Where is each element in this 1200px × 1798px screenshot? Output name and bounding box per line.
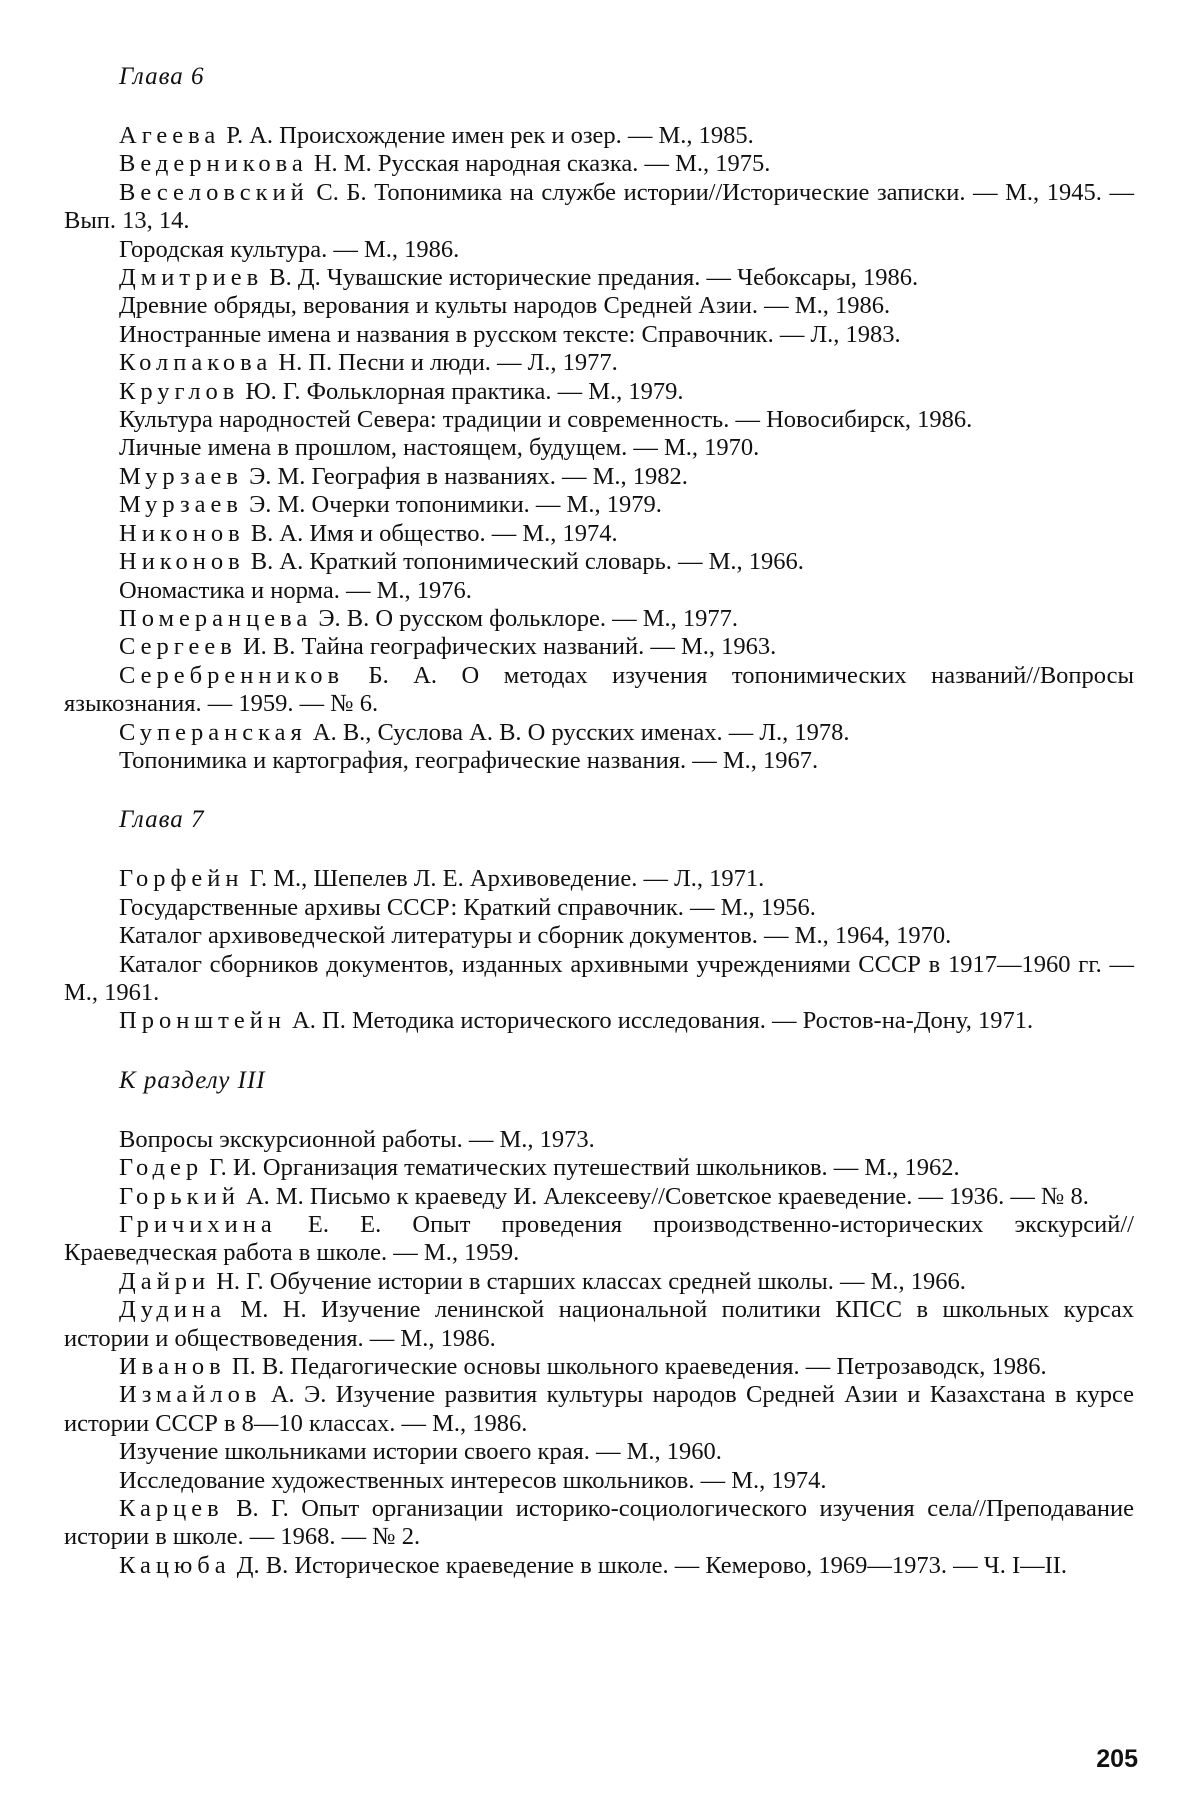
section-heading: К разделу III bbox=[119, 1066, 266, 1094]
entry-text: Н. Г. Обучение истории в старших классах средней школы. — М., 1966. bbox=[210, 1267, 966, 1295]
entry-text: Каталог архивоведческой литературы и сборник документов. — М., 1964, 1970. bbox=[119, 922, 952, 950]
entry-text: В. А. Краткий топонимический словарь. — М., 1966. bbox=[244, 548, 804, 576]
bibliography-entry bbox=[64, 1438, 1134, 1466]
entry-text: Б. А. О методах изучения топонимических названий//Вопросы языкознания. — 1959. — № 6. bbox=[64, 661, 1134, 718]
bibliography-entry bbox=[64, 321, 1134, 349]
bibliography-page bbox=[64, 60, 1134, 1608]
bibliography-section bbox=[64, 803, 1134, 1035]
entry-text: Ю. Г. Фольклорная практика. — М., 1979. bbox=[239, 377, 684, 405]
entry-text: А. П. Методика исторического исследования. — Ростов-на-Дону, 1971. bbox=[285, 1007, 1034, 1035]
bibliography-list bbox=[64, 122, 1134, 775]
entry-author: Померанцева bbox=[119, 604, 313, 632]
entry-author: Гричихина bbox=[119, 1211, 277, 1238]
entry-author: Иванов bbox=[119, 1353, 226, 1381]
bibliography-entry bbox=[64, 1552, 1134, 1580]
entry-text: Э. М. Очерки топонимики. — М., 1979. bbox=[242, 491, 662, 519]
bibliography-entry bbox=[64, 894, 1134, 922]
entry-author: Круглов bbox=[119, 377, 240, 405]
entry-text: Н. М. Русская народная сказка. — М., 1975. bbox=[307, 150, 771, 178]
bibliography-entry bbox=[64, 1268, 1134, 1296]
entry-author: Карцев bbox=[119, 1495, 224, 1523]
entry-author: Дудина bbox=[119, 1296, 226, 1324]
bibliography-entry bbox=[64, 1183, 1134, 1211]
entry-author: Пронштейн bbox=[119, 1007, 286, 1035]
entry-text: Личные имена в прошлом, настоящем, будущем. — М., 1970. bbox=[119, 434, 760, 462]
entry-text: Е. Е. Опыт проведения производственно-исторических экскурсий//Краеведческая работа в школе. — М., 1959. bbox=[64, 1211, 1134, 1267]
bibliography-entry bbox=[64, 264, 1134, 292]
entry-text: А. Э. Изучение развития культуры народов Средней Азии и Казахстана в курсе истории СССР в 8—10 классах. — М., 1986. bbox=[64, 1381, 1134, 1437]
bibliography-entry bbox=[64, 1007, 1134, 1035]
section-heading: Глава 7 bbox=[119, 806, 205, 834]
entry-text: Культура народностей Севера: традиции и современность. — Новосибирск, 1986. bbox=[119, 406, 973, 434]
entry-text: Каталог сборников документов, изданных архивными учреждениями СССР в 1917—1960 гг. — М., 1961. bbox=[64, 950, 1134, 1006]
entry-author: Мурзаев bbox=[119, 491, 243, 519]
entry-author: Колпакова bbox=[119, 349, 273, 377]
entry-author: Суперанская bbox=[119, 718, 307, 746]
bibliography-entry bbox=[64, 378, 1134, 406]
bibliography-entry bbox=[64, 1495, 1134, 1552]
entry-author: Кацюба bbox=[119, 1551, 231, 1579]
bibliography-entry bbox=[64, 662, 1134, 719]
section-heading: Глава 6 bbox=[119, 63, 205, 90]
entry-text: В. А. Имя и общество. — М., 1974. bbox=[244, 519, 618, 547]
bibliography-entry bbox=[64, 865, 1134, 893]
entry-text: Вопросы экскурсионной работы. — М., 1973. bbox=[119, 1125, 595, 1153]
entry-text: П. В. Педагогические основы школьного краеведения. — Петрозаводск, 1986. bbox=[225, 1353, 1047, 1381]
entry-author: Ведерникова bbox=[119, 150, 308, 178]
bibliography-section bbox=[64, 60, 1134, 775]
bibliography-entry bbox=[64, 577, 1134, 605]
bibliography-entry bbox=[64, 1154, 1134, 1182]
bibliography-entry bbox=[64, 548, 1134, 576]
entry-author: Никонов bbox=[119, 519, 245, 547]
bibliography-entry bbox=[64, 520, 1134, 548]
entry-text: Топонимика и картография, географические названия. — М., 1967. bbox=[119, 746, 819, 774]
entry-text: Э. В. О русском фольклоре. — М., 1977. bbox=[312, 604, 739, 632]
entry-text: М. Н. Изучение ленинской национальной политики КПСС в школьных курсах истории и обществоведения. — М., 1986. bbox=[64, 1296, 1134, 1352]
bibliography-entry bbox=[64, 150, 1134, 178]
entry-text: Г. И. Организация тематических путешествий школьников. — М., 1962. bbox=[203, 1154, 960, 1182]
entry-text: Исследование художественных интересов школьников. — М., 1974. bbox=[119, 1466, 827, 1494]
entry-text: Д. В. Историческое краеведение в школе. — Кемерово, 1969—1973. — Ч. I—II. bbox=[230, 1551, 1068, 1579]
entry-author: Сергеев bbox=[119, 633, 237, 661]
entry-author: Мурзаев bbox=[119, 462, 243, 490]
bibliography-entry bbox=[64, 747, 1134, 775]
entry-text: Иностранные имена и названия в русском тексте: Справочник. — Л., 1983. bbox=[119, 320, 901, 348]
bibliography-entry bbox=[64, 1211, 1134, 1268]
bibliography-entry bbox=[64, 922, 1134, 950]
bibliography-list bbox=[64, 1126, 1134, 1581]
entry-text: И. В. Тайна географических названий. — М., 1963. bbox=[236, 633, 777, 661]
bibliography-entry bbox=[64, 951, 1134, 1008]
entry-text: Ономастика и норма. — М., 1976. bbox=[119, 576, 472, 604]
bibliography-entry bbox=[64, 292, 1134, 320]
entry-text: Государственные архивы СССР: Краткий справочник. — М., 1956. bbox=[119, 893, 816, 921]
bibliography-entry bbox=[64, 1381, 1134, 1438]
entry-author: Измайлов bbox=[119, 1381, 262, 1409]
entry-text: Э. М. География в названиях. — М., 1982. bbox=[242, 462, 688, 490]
entry-text: Н. П. Песни и люди. — Л., 1977. bbox=[272, 349, 618, 377]
bibliography-entry bbox=[64, 1467, 1134, 1495]
bibliography-entry bbox=[64, 122, 1134, 150]
entry-author: Веселовский bbox=[119, 178, 309, 206]
entry-author: Дмитриев bbox=[119, 264, 264, 292]
bibliography-section bbox=[64, 1064, 1134, 1581]
entry-text: Изучение школьниками истории своего края. — М., 1960. bbox=[119, 1438, 722, 1466]
entry-text: С. Б. Топонимика на службе истории//Исторические записки. — М., 1945. — Вып. 13, 14. bbox=[64, 178, 1134, 235]
entry-author: Серебренников bbox=[119, 661, 345, 689]
entry-author: Дайри bbox=[119, 1267, 211, 1295]
entry-author: Никонов bbox=[119, 548, 245, 576]
bibliography-entry bbox=[64, 434, 1134, 462]
bibliography-entry bbox=[64, 349, 1134, 377]
bibliography-entry bbox=[64, 463, 1134, 491]
bibliography-list bbox=[64, 865, 1134, 1035]
entry-text: Р. А. Происхождение имен рек и озер. — М., 1985. bbox=[220, 122, 754, 149]
entry-author: Горфейн bbox=[119, 865, 244, 893]
bibliography-entry bbox=[64, 236, 1134, 264]
bibliography-entry bbox=[64, 633, 1134, 661]
entry-author: Агеева bbox=[119, 122, 221, 149]
entry-text: В. Г. Опыт организации историко-социологического изучения села//Преподавание истории в школе. — 1968. — № 2. bbox=[64, 1495, 1134, 1551]
bibliography-entry bbox=[64, 179, 1134, 236]
entry-author: Горький bbox=[119, 1182, 240, 1210]
bibliography-entry bbox=[64, 1126, 1134, 1154]
bibliography-entry bbox=[64, 406, 1134, 434]
entry-text: Городская культура. — М., 1986. bbox=[119, 235, 460, 263]
entry-text: Г. М., Шепелев Л. Е. Архивоведение. — Л., 1971. bbox=[243, 865, 765, 893]
entry-text: А. М. Письмо к краеведу И. Алексееву//Советское краеведение. — 1936. — № 8. bbox=[239, 1182, 1089, 1210]
bibliography-entry bbox=[64, 491, 1134, 519]
bibliography-entry bbox=[64, 719, 1134, 747]
entry-text: А. В., Суслова А. В. О русских именах. — Л., 1978. bbox=[306, 718, 850, 746]
bibliography-entry bbox=[64, 1353, 1134, 1381]
entry-text: Древние обряды, верования и культы народов Средней Азии. — М., 1986. bbox=[119, 292, 891, 320]
bibliography-entry bbox=[64, 1296, 1134, 1353]
entry-text: В. Д. Чувашские исторические предания. — Чебоксары, 1986. bbox=[263, 264, 919, 292]
entry-author: Годер bbox=[119, 1154, 204, 1182]
bibliography-entry bbox=[64, 605, 1134, 633]
page-number: 205 bbox=[1096, 1745, 1138, 1773]
